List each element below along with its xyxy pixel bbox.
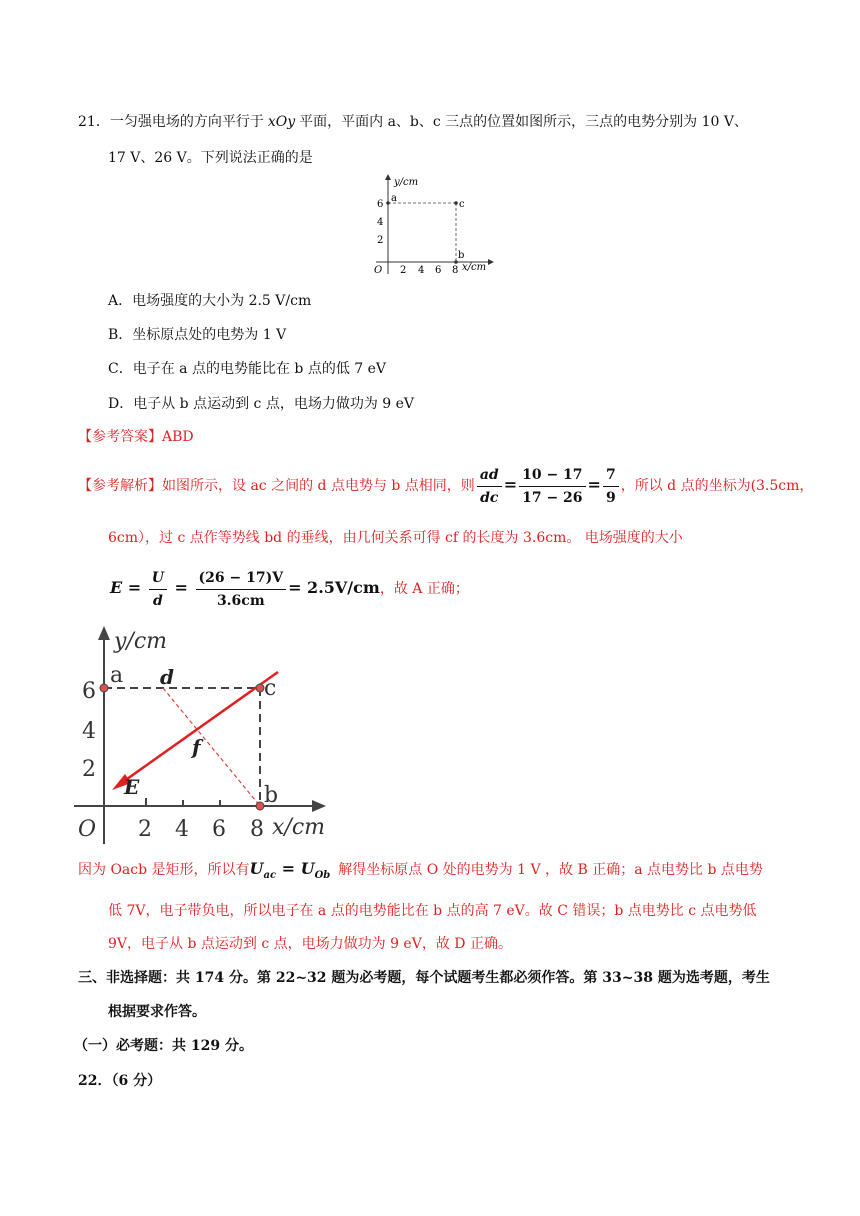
q21-number: 21． [78, 114, 110, 130]
analysis-formula-E: E = $\frac{U}{d}$ = $\frac{(26 - 17)V}{3.6cm}$ = 2.5V/cm，故 A 正确； [110, 563, 469, 617]
big-label-E: E [124, 775, 140, 799]
option-c-text: 电子在 a 点的电势能比在 b 点的低 7 eV [132, 361, 387, 377]
big-x-tick-8: 8 [250, 817, 264, 842]
eq-frac2-num: (26 − 17)V [196, 567, 287, 590]
big-x-tick-2: 2 [138, 817, 152, 842]
q21-option-d [108, 394, 414, 414]
analysis-line1: 【参考解析】如图所示，设 ac 之间的 d 点电势与 b 点相同，则 $\frac{ad}{dc}$ = $\frac{10 - 17}{17 - 26}$ = $\frac{7}{9}$ ，所以 d 点的坐标为(3.5cm， [78, 462, 813, 512]
small-y-tick-2: 2 [377, 235, 384, 246]
frac3-den: 9 [605, 489, 616, 506]
eq-frac1-den: d [152, 592, 163, 609]
q21-option-a [108, 291, 311, 311]
eq-E: E [110, 578, 123, 597]
big-label-d: d [160, 665, 174, 689]
option-a-label: A． [108, 293, 133, 309]
eq-frac2-den: 3.6cm [216, 592, 265, 609]
option-b-label: B． [108, 327, 133, 343]
fraction-U-d [149, 567, 167, 612]
section3-line1: 三、非选择题：共 174 分。第 22~32 题为必考题，每个试题考生都必须作答。第 33~38 题为选考题，考生 [78, 970, 770, 986]
fraction-7-9 [603, 464, 619, 509]
frac1-num: ad [477, 464, 502, 487]
answer-value: ABD [162, 429, 194, 445]
small-origin: O [374, 265, 383, 276]
big-x-label: x/cm [272, 815, 326, 840]
analysis-line2: 6cm），过 c 点作等势线 bd 的垂线，由几何关系可得 cf 的长度为 3.6cm。 电场强度的大小 [108, 530, 683, 546]
big-point-a [100, 684, 108, 692]
small-label-c: c [459, 199, 465, 210]
analysis-line4: 因为 Oacb 是矩形，所以有$U_{ac} = U_{Ob}$ 解得坐标原点 O 处的电势为 1 V ，故 B 正确；a 点电势比 b 点电势 [78, 859, 763, 882]
small-point-c [454, 201, 458, 205]
big-equipotential-bd [163, 688, 260, 806]
big-y-tick-6: 6 [82, 679, 96, 704]
u-ob-sub: Ob [314, 870, 331, 882]
frac2-den: 17 − 26 [522, 489, 583, 506]
big-label-b: b [264, 783, 279, 808]
big-x-arrow [312, 800, 326, 812]
small-label-b: b [458, 250, 465, 261]
big-origin: O [78, 817, 97, 842]
eq-result: = 2.5V/cm [288, 578, 380, 597]
small-x-tick-4: 4 [418, 265, 425, 276]
q21-option-b [108, 325, 286, 345]
eq-frac1-num: U [149, 567, 167, 590]
analysis-figure [74, 626, 336, 848]
big-y-arrow [98, 626, 110, 640]
analysis-p1a: 如图所示，设 ac 之间的 d 点电势与 b 点相同，则 [162, 478, 475, 494]
q21-stem-line2: 17 V、26 V。下列说法正确的是 [108, 150, 313, 166]
analysis-line5: 低 7V，电子带负电，所以电子在 a 点的电势能比在 b 点的高 7 eV。故 C 错误；b 点电势比 c 点电势低 [108, 903, 757, 919]
eq-tail: ，故 A 正确； [379, 581, 469, 597]
option-a-text: 电场强度的大小为 2.5 V/cm [132, 293, 312, 309]
small-y-tick-4: 4 [377, 217, 384, 228]
small-x-tick-2: 2 [400, 265, 407, 276]
frac3-num: 7 [603, 464, 619, 487]
fraction-ad-dc [477, 464, 502, 509]
big-label-c: c [264, 676, 277, 701]
answer-tag: 【参考答案】 [78, 429, 162, 445]
big-y-tick-4: 4 [82, 719, 96, 744]
small-y-arrow [385, 174, 391, 180]
analysis-tag: 【参考解析】 [78, 478, 162, 494]
q21-stem-line1 [78, 112, 748, 132]
small-label-a: a [391, 193, 397, 204]
u-ac-sub: ac [263, 870, 277, 882]
option-c-label: C． [108, 361, 133, 377]
question-22-header: 22．（6 分） [78, 1073, 162, 1089]
small-y-tick-6: 6 [377, 199, 384, 210]
q21-option-c [108, 359, 386, 379]
big-x-tick-4: 4 [175, 817, 189, 842]
fraction-voltage-distance [196, 567, 287, 612]
big-label-a: a [110, 663, 124, 688]
section3-line2: 根据要求作答。 [108, 1004, 206, 1020]
q21-stem-part1: 一匀强电场的方向平行于 [109, 114, 264, 130]
small-x-label: x/cm [462, 262, 487, 273]
q21-stem-xoy: xOy [267, 114, 296, 130]
small-point-a [386, 201, 390, 205]
small-x-tick-6: 6 [435, 265, 442, 276]
big-x-tick-6: 6 [212, 817, 226, 842]
reference-answer [78, 427, 194, 447]
big-label-f: f [192, 735, 201, 759]
q21-small-figure [366, 172, 496, 280]
big-y-label: y/cm [114, 629, 168, 654]
q21-stem-part2: 平面，平面内 a、b、c 三点的位置如图所示，三点的电势分别为 10 V、 [299, 114, 748, 130]
u-ac: U [249, 859, 264, 878]
big-point-b [256, 802, 264, 810]
analysis-p1b: ，所以 d 点的坐标为(3.5cm， [620, 478, 814, 494]
fraction-potentials [519, 464, 585, 509]
section3-required: （一）必考题：共 129 分。 [74, 1038, 253, 1054]
small-x-tick-8: 8 [452, 265, 459, 276]
frac2-num: 10 − 17 [519, 464, 585, 487]
analysis-p4b: 解得坐标原点 O 处的电势为 1 V ，故 B 正确；a 点电势比 b 点电势 [338, 862, 763, 878]
option-b-text: 坐标原点处的电势为 1 V [132, 327, 287, 343]
frac1-den: dc [480, 489, 499, 506]
small-y-label: y/cm [394, 177, 419, 188]
u-ob: U [300, 859, 315, 878]
option-d-text: 电子从 b 点运动到 c 点，电场力做功为 9 eV [133, 396, 415, 412]
analysis-p4a: 因为 Oacb 是矩形，所以有 [78, 862, 250, 878]
small-x-arrow [488, 259, 494, 265]
analysis-line6: 9V，电子从 b 点运动到 c 点，电场力做功为 9 eV，故 D 正确。 [108, 936, 512, 952]
big-point-c [256, 684, 264, 692]
big-y-tick-2: 2 [82, 757, 96, 782]
option-d-label: D． [108, 396, 134, 412]
